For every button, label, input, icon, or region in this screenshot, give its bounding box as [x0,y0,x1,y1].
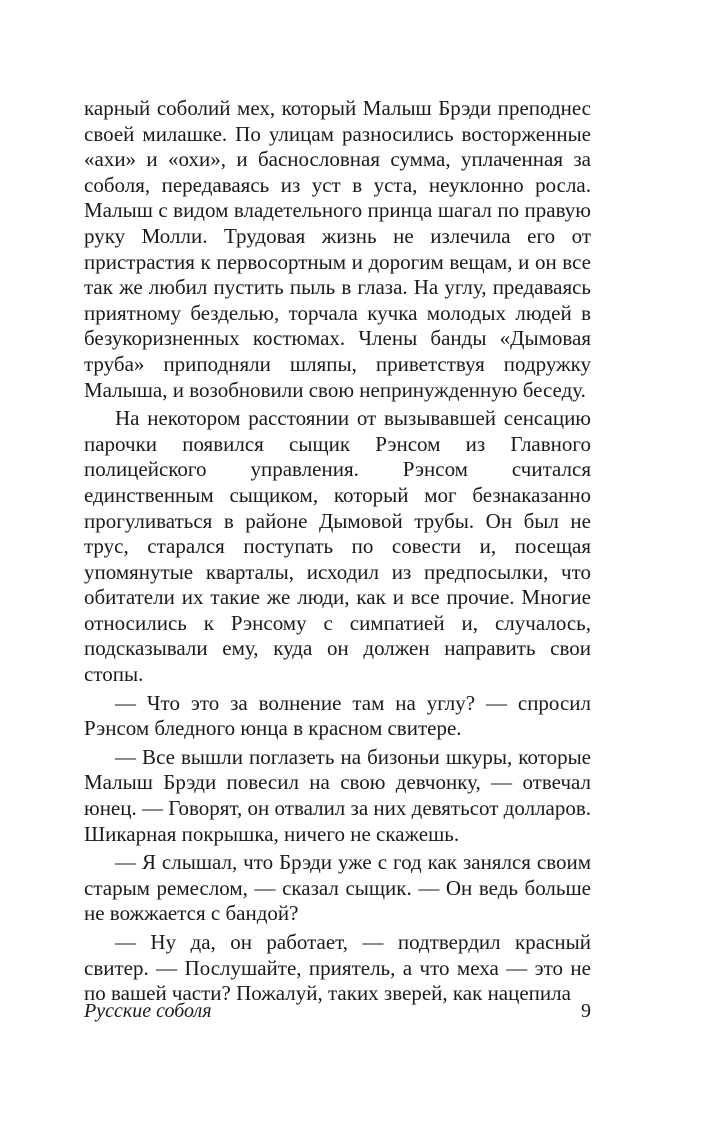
page-number: 9 [581,1000,591,1022]
paragraph: — Все вышли поглазеть на бизоньи шкуры, которые Малыш Брэди повесил на свою девчонку, — отвечал юнец. — Говорят, он отвалил за них девятьсот долларов. Шикарная покрышка, ничего не скажешь. [84,744,592,846]
paragraph: — Что это за волнение там на углу? — спросил Рэнсом бледного юнца в красном свитере. [84,690,591,741]
paragraph: На некотором расстоянии от вызывавшей сенсацию парочки появился сыщик Рэнсом из Главного полицейского управления. Рэнсом считался единственным сыщиком, который мог безнаказанно прогуливаться в районе Дымовой трубы. Он был не трус, старался поступать по совести и, посещая упомянутые кварталы, исходил из предпосылки, что обитатели их такие же люди, как и все прочие. Многие относились к Рэнсому с симпатией и, случалось, подсказывали ему, куда он должен направить свои стопы. [84,406,591,687]
paragraph: — Я слышал, что Брэди уже с год как занялся своим старым ремеслом, — сказал сыщик. — Он ведь больше не вожжается с бандой? [84,850,591,926]
running-title: Русские соболя [84,1000,212,1022]
paragraph: — Ну да, он работает, — подтвердил красный свитер. — Послушайте, приятель, а что меха — это не по вашей части? Пожалуй, таких зверей, как нацепила [84,930,591,1006]
page-footer [84,1000,591,1023]
body-text [84,96,591,1007]
paragraph: карный соболий мех, который Малыш Брэди преподнес своей милашке. По улицам разносились восторженные «ахи» и «охи», и баснословная сумма, уплаченная за соболя, передаваясь из уст в уста, неуклонно росла. Малыш с видом владетельного принца шагал по правую руку Молли. Трудовая жизнь не излечила его от пристрастия к первосортным и дорогим вещам, и он все так же любил пустить пыль в глаза. На углу, предаваясь приятному безделью, торчала кучка молодых людей в безукоризненных костюмах. Члены банды «Дымовая труба» приподняли шляпы, приветствуя подружку Малыша, и возобновили свою непринужденную беседу. [84,96,591,402]
